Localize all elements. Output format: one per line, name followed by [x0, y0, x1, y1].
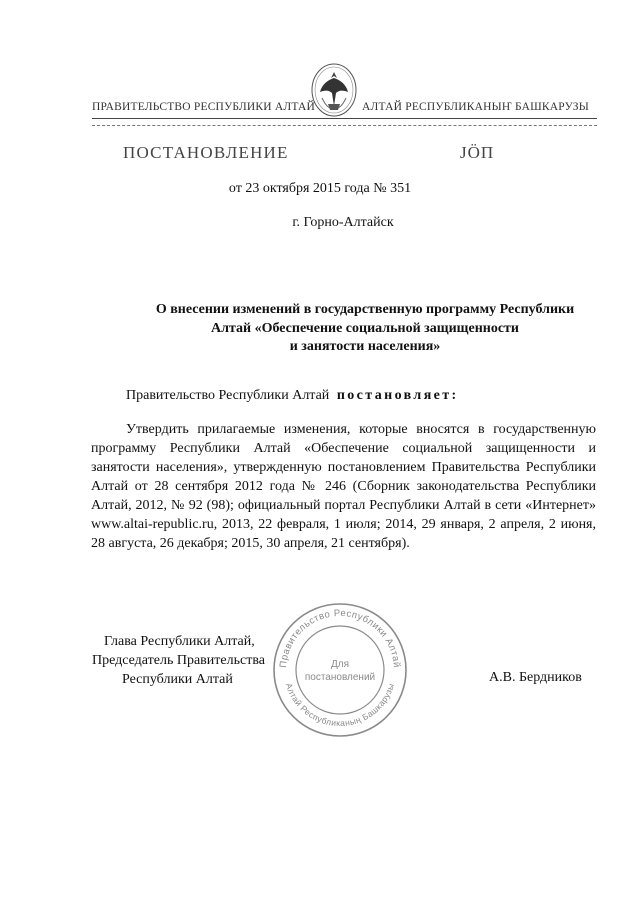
preamble-verb: постановляет: — [336, 388, 459, 403]
signatory-name: А.В. Бердников — [489, 670, 582, 685]
document-title-line: О внесении изменений в государственную программу Республики — [155, 302, 575, 317]
official-stamp — [270, 600, 410, 740]
signatory-position — [92, 632, 265, 689]
document-type-altai: JÖП — [460, 143, 495, 162]
header-right-title: АЛТАЙ РЕСПУБЛИКАНЫҤ БАШКАРУЗЫ — [362, 101, 589, 113]
signatory-position-line: Республики Алтай — [122, 672, 233, 687]
stamp-ring-text-bottom: Алтай Республиканың Башкарузы — [283, 681, 397, 729]
document-title — [120, 301, 610, 357]
document-title-line: и занятости населения» — [289, 339, 441, 354]
header-left-title: ПРАВИТЕЛЬСТВО РЕСПУБЛИКИ АЛТАЙ — [92, 101, 316, 113]
header-divider — [92, 118, 597, 119]
document-date-number: от 23 октября 2015 года № 351 — [228, 181, 412, 196]
signatory-position-line: Глава Республики Алтай, — [104, 634, 255, 649]
document-title-line: Алтай «Обеспечение социальной защищенности — [211, 320, 519, 336]
document-type-russian: ПОСТАНОВЛЕНИЕ — [123, 143, 289, 162]
body-section — [91, 420, 596, 553]
body-paragraph: Утвердить прилагаемые изменения, которые вносятся в государственную программу Республики Алтай «Обеспечение социальной защищенности и занятости населения», утвержденную постановлением Правительства Республики Алтай от 28 сентября 2012 года № 246 (Сборник законодательства Республики Алтай, 2012, № 92 (98); официальный портал Республики Алтай в сети «Интернет» www.altai-republic.ru, 2013, 22 февраля, 1 июля; 2014, 29 января, 2 апреля, 2 июня, 28 августа, 26 декабря; 2015, 30 апреля, 21 сентября). — [91, 422, 596, 551]
stamp-center-line: постановлений — [304, 672, 376, 683]
document-city: г. Горно-Алтайск — [292, 215, 394, 230]
coat-of-arms-emblem — [310, 62, 358, 118]
header-divider-dashed — [92, 125, 597, 126]
stamp-ring-text: Правительство Республики Алтай — [277, 607, 403, 669]
preamble-subject: Правительство Республики Алтай — [126, 388, 330, 403]
stamp-center-line: Для — [330, 659, 350, 670]
preamble — [126, 388, 459, 404]
signatory-position-line: Председатель Правительства — [92, 653, 265, 668]
